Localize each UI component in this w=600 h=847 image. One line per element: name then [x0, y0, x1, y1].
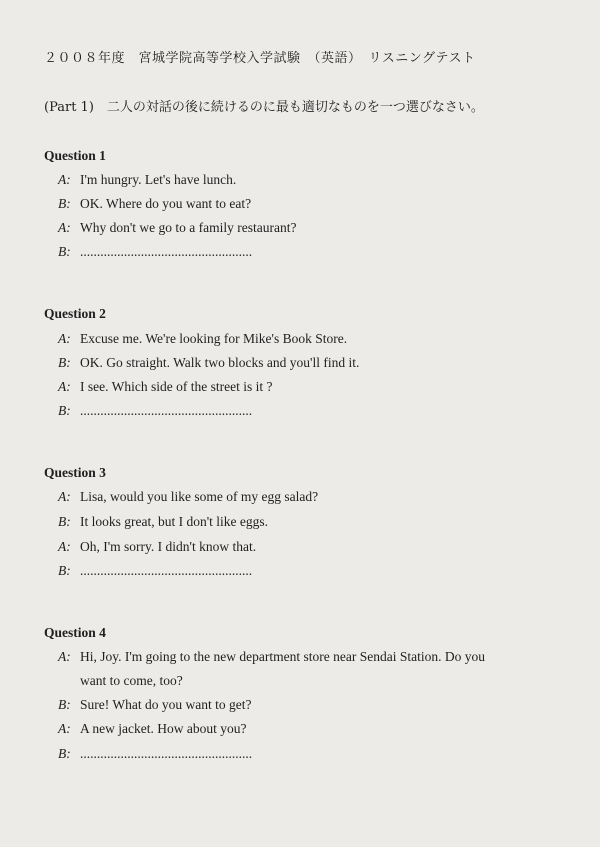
answer-blank: ...................................................	[80, 244, 253, 259]
speaker-label: A:	[58, 539, 71, 554]
dialogue-line	[58, 539, 558, 555]
question-1-heading: Question 1	[44, 148, 106, 163]
dialogue-line	[58, 220, 558, 236]
speaker-label: B:	[58, 514, 71, 529]
dialogue-line	[58, 196, 558, 212]
speaker-label: A:	[58, 489, 71, 504]
exam-title: ２００８年度 宮城学院高等学校入学試験 （英語） リスニングテスト	[44, 51, 476, 66]
speaker-label: A:	[58, 331, 71, 346]
dialogue-text: Why don't we go to a family restaurant?	[80, 220, 297, 235]
dialogue-line	[58, 331, 558, 347]
speaker-label: A:	[58, 379, 71, 394]
answer-blank: ...................................................	[80, 403, 253, 418]
dialogue-line	[58, 355, 558, 371]
dialogue-line	[58, 172, 558, 188]
question-4-heading: Question 4	[44, 625, 106, 640]
dialogue-line	[58, 721, 558, 737]
dialogue-continuation: want to come, too?	[80, 673, 183, 688]
dialogue-text: Sure! What do you want to get?	[80, 697, 252, 712]
question-2-heading: Question 2	[44, 306, 106, 321]
dialogue-line	[58, 244, 558, 260]
dialogue-text: OK. Go straight. Walk two blocks and you'll find it.	[80, 355, 360, 370]
answer-blank: ...................................................	[80, 563, 253, 578]
dialogue-line	[58, 697, 558, 713]
dialogue-line	[58, 379, 558, 395]
speaker-label: B:	[58, 196, 71, 211]
speaker-label: B:	[58, 244, 71, 259]
dialogue-text: OK. Where do you want to eat?	[80, 196, 252, 211]
speaker-label: B:	[58, 563, 71, 578]
dialogue-line	[58, 746, 558, 762]
dialogue-text: Hi, Joy. I'm going to the new department store near Sendai Station. Do you	[80, 649, 485, 664]
speaker-label: B:	[58, 746, 71, 761]
dialogue-line	[58, 649, 558, 665]
question-3-heading: Question 3	[44, 465, 106, 480]
dialogue-text: Lisa, would you like some of my egg salad?	[80, 489, 319, 504]
dialogue-text: It looks great, but I don't like eggs.	[80, 514, 269, 529]
speaker-label: B:	[58, 697, 71, 712]
dialogue-line	[58, 514, 558, 530]
dialogue-text: I see. Which side of the street is it ?	[80, 379, 273, 394]
speaker-label: A:	[58, 172, 71, 187]
speaker-label: B:	[58, 355, 71, 370]
answer-blank: ...................................................	[80, 746, 253, 761]
dialogue-line	[58, 563, 558, 579]
dialogue-line	[58, 489, 558, 505]
dialogue-line	[58, 403, 558, 419]
dialogue-text: Oh, I'm sorry. I didn't know that.	[80, 539, 257, 554]
speaker-label: A:	[58, 721, 71, 736]
speaker-label: B:	[58, 403, 71, 418]
speaker-label: A:	[58, 649, 71, 664]
dialogue-text: A new jacket. How about you?	[80, 721, 247, 736]
dialogue-text: I'm hungry. Let's have lunch.	[80, 172, 237, 187]
part-instruction: (Part 1) 二人の対話の後に続けるのに最も適切なものを一つ選びなさい。	[44, 100, 484, 115]
dialogue-text: Excuse me. We're looking for Mike's Book Store.	[80, 331, 348, 346]
speaker-label: A:	[58, 220, 71, 235]
